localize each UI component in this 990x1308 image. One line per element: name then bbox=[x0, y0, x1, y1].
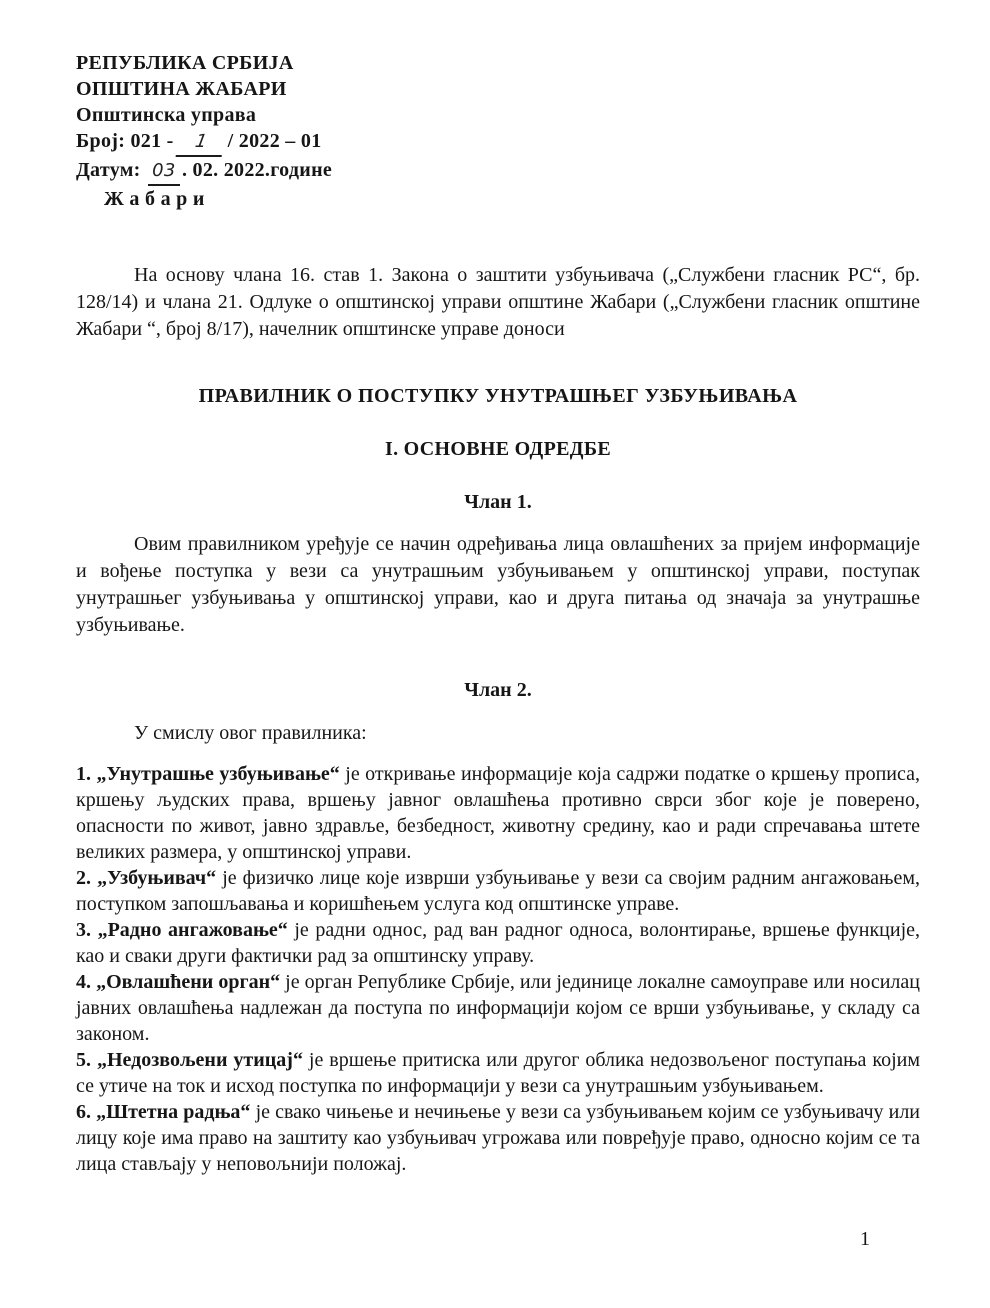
header-date-line bbox=[76, 157, 920, 186]
definition-number: 4. bbox=[76, 971, 91, 993]
definition-number: 2. bbox=[76, 867, 91, 889]
number-label: Број: 021 - bbox=[76, 130, 174, 152]
section-heading: I. ОСНОВНЕ ОДРЕДБЕ bbox=[385, 438, 611, 460]
definition-term: „Штетна радња“ bbox=[96, 1101, 251, 1123]
definition-text: је физичко лице које изврши узбуњивање у вези са својим радним ангажовањем, поступком запошљавања и коришћењем услуга код општинске управе. bbox=[76, 867, 921, 915]
page-number: 1 bbox=[860, 1228, 870, 1250]
document-header bbox=[76, 50, 920, 212]
definition-number: 5. bbox=[76, 1049, 91, 1071]
clause-2-heading: Члан 2. bbox=[464, 679, 532, 701]
date-label: Датум: bbox=[76, 159, 141, 181]
definition-item bbox=[76, 761, 920, 865]
definition-text: је откривање информације која садржи податке о кршењу прописа, кршењу људских права, вршењу јавног овлашћења противно сврси због које је поверено, опасности по живот, јавно здравље, безбедност, животну средину, као и ради спречавања штете великих размера, у општинској управи. bbox=[76, 763, 921, 863]
definition-term: „Радно ангажовање“ bbox=[97, 919, 288, 941]
definition-item bbox=[76, 865, 920, 917]
definition-number: 6. bbox=[76, 1101, 91, 1123]
definition-number: 1. bbox=[76, 763, 91, 785]
definition-text: је вршење притиска или другог облика недозвољеног поступања којим се утиче на ток и исход поступка по информацији у вези са унутрашњим узбуњивањем. bbox=[76, 1049, 920, 1097]
definition-text: је орган Републике Србије, или јединице локалне самоуправе или носилац јавних овлашћења надлежан да поступа по информацији којом се врши узбуњивање, у складу са законом. bbox=[76, 971, 920, 1045]
number-suffix: / 2022 – 01 bbox=[227, 130, 322, 152]
intro-paragraph: На основу члана 16. став 1. Закона о заштити узбуњивача („Службени гласник РС“, бр. 128/14) и члана 21. Одлуке о општинској управи општине Жабари („Службени гласник општине Жабари “, број 8/17), начелник општинске управе доноси bbox=[76, 264, 920, 340]
date-suffix: . 02. 2022.године bbox=[181, 159, 333, 181]
header-municipality-line: ОПШТИНА ЖАБАРИ bbox=[76, 78, 287, 100]
handwritten-date-day: 03 bbox=[148, 158, 180, 186]
definitions-list bbox=[76, 761, 920, 1177]
header-place-line: Ж а б а р и bbox=[104, 188, 205, 210]
definition-text: је свако чињење и нечињење у вези са узбуњивањем којим се узбуњивачу или лицу које има право на заштиту као узбуњивач угрожава или повређује право, односно којим се та лица стављају у неповољнији положај. bbox=[76, 1101, 921, 1175]
definition-number: 3. bbox=[76, 919, 91, 941]
definition-text: је радни однос, рад ван радног односа, волонтирање, вршење функције, као и сваки други фактички рад за општинску управу. bbox=[76, 919, 921, 967]
definition-term: „Овлашћени орган“ bbox=[96, 971, 281, 993]
definition-item bbox=[76, 1099, 920, 1177]
header-republic-line: РЕПУБЛИКА СРБИЈА bbox=[76, 52, 294, 74]
clause-2-intro: У смислу овог правилника: bbox=[134, 722, 367, 744]
clause-1-heading: Члан 1. bbox=[464, 491, 532, 513]
header-administration-line: Општинска управа bbox=[76, 104, 257, 126]
definition-term: „Недозвољени утицај“ bbox=[96, 1049, 303, 1071]
header-number-line bbox=[76, 128, 920, 157]
definition-term: „Унутрашње узбуњивање“ bbox=[96, 763, 340, 785]
definition-item bbox=[76, 917, 920, 969]
clause-1-paragraph: Овим правилником уређује се начин одређивања лица овлашћених за пријем информације и вођење поступка у вези са унутрашњим узбуњивањем у општинској управи, поступак унутрашњег узбуњивања у општинској управи, као и друга питања од значаја за унутрашње узбуњивање. bbox=[76, 533, 920, 636]
document-title: ПРАВИЛНИК О ПОСТУПКУ УНУТРАШЊЕГ УЗБУЊИВАЊА bbox=[198, 385, 798, 407]
definition-item bbox=[76, 969, 920, 1047]
definition-item bbox=[76, 1047, 920, 1099]
definition-term: „Узбуњивач“ bbox=[97, 867, 217, 889]
document-content bbox=[76, 0, 920, 1177]
handwritten-case-number: 1 bbox=[175, 129, 226, 157]
